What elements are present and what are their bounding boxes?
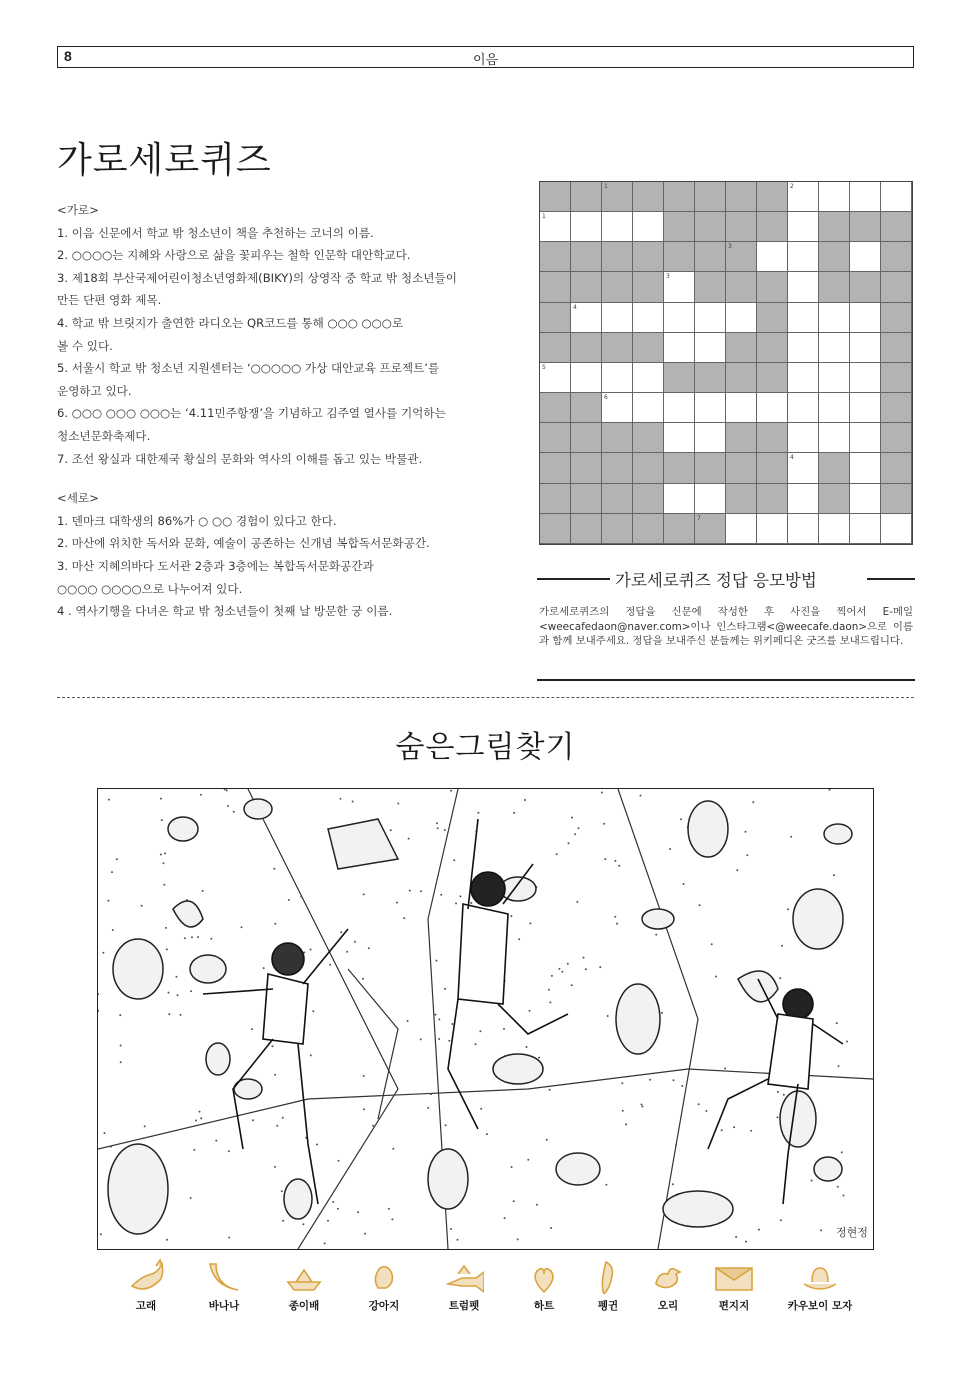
grid-cell-empty[interactable] (788, 363, 819, 393)
grid-cell-empty[interactable] (788, 212, 819, 242)
grid-cell-number: 2 (790, 183, 794, 190)
page-header (57, 46, 914, 68)
puppy-icon (364, 1258, 404, 1294)
grid-cell-shaded (757, 182, 788, 212)
grid-cell-shaded (819, 484, 850, 514)
hidden-item-label: 강아지 (368, 1300, 400, 1312)
grid-cell-shaded (540, 423, 571, 453)
across-clue-line: 6. ○○○ ○○○ ○○○는 ‘4.11민주항쟁’을 기념하고 김주열 열사를 기억하는 (57, 406, 446, 421)
grid-cell-empty[interactable] (850, 333, 881, 363)
grid-cell-shaded (819, 242, 850, 272)
grid-cell-shaded (540, 303, 571, 333)
grid-cell-empty[interactable] (695, 423, 726, 453)
grid-cell-shaded (571, 453, 602, 483)
grid-cell-empty[interactable] (633, 363, 664, 393)
hidden-item-label: 오리 (657, 1300, 679, 1312)
down-heading: <세로> (57, 491, 99, 506)
grid-cell-empty[interactable] (726, 514, 757, 544)
grid-cell-shaded (540, 453, 571, 483)
artist-signature: 정현정 (836, 1226, 868, 1239)
across-clue-line: 1. 이음 신문에서 학교 밖 청소년이 책을 추천하는 코너의 이름. (57, 225, 374, 240)
grid-cell-shaded (757, 303, 788, 333)
hidden-item (348, 1258, 420, 1313)
grid-cell-shaded (819, 453, 850, 483)
grid-cell-shaded (664, 363, 695, 393)
grid-cell-empty[interactable] (788, 393, 819, 423)
grid-cell-empty[interactable] (819, 333, 850, 363)
grid-cell-shaded (695, 272, 726, 302)
grid-cell-shaded (726, 333, 757, 363)
hidden-item (188, 1258, 260, 1313)
grid-cell-shaded (602, 514, 633, 544)
grid-cell-empty[interactable] (571, 363, 602, 393)
grid-cell-empty[interactable] (850, 453, 881, 483)
grid-cell-shaded (571, 484, 602, 514)
paper-boat-icon (284, 1258, 324, 1294)
across-clue-line: 7. 조선 왕실과 대한제국 황실의 문화와 역사의 이해를 돕고 있는 박물관. (57, 451, 423, 466)
grid-cell-shaded (540, 272, 571, 302)
grid-cell-shaded (540, 182, 571, 212)
across-clue-line: 3. 제18회 부산국제어린이청소년영화제(BIKY)의 상영작 중 학교 밖 청소년들이 (57, 270, 457, 285)
grid-cell-empty[interactable] (788, 242, 819, 272)
grid-cell-empty[interactable] (788, 182, 819, 212)
grid-cell-empty[interactable] (850, 242, 881, 272)
down-clue-list (57, 510, 509, 623)
grid-cell-empty[interactable] (695, 393, 726, 423)
across-clue-line: 운영하고 있다. (57, 383, 132, 398)
grid-cell-shaded (571, 514, 602, 544)
grid-cell-empty[interactable] (664, 272, 695, 302)
across-clue-line: 2. ○○○○는 지혜와 사랑으로 삶을 꽃피우는 철학 인문학 대안학교다. (57, 248, 411, 263)
grid-cell-empty[interactable] (602, 393, 633, 423)
grid-cell-shaded (726, 453, 757, 483)
hidden-item-label: 카우보이 모자 (787, 1300, 853, 1312)
grid-cell-shaded (726, 182, 757, 212)
grid-cell-empty[interactable] (664, 423, 695, 453)
grid-cell-shaded (726, 242, 757, 272)
grid-cell-shaded (602, 182, 633, 212)
grid-cell-shaded (819, 272, 850, 302)
grid-cell-shaded (571, 393, 602, 423)
grid-cell-shaded (664, 182, 695, 212)
grid-cell-empty[interactable] (819, 514, 850, 544)
grid-cell-empty[interactable] (757, 242, 788, 272)
section-name: 이음 (472, 53, 499, 68)
grid-cell-number: 6 (604, 394, 608, 402)
grid-cell-empty[interactable] (571, 303, 602, 333)
grid-cell-shaded (850, 212, 881, 242)
grid-cell-empty[interactable] (819, 182, 850, 212)
grid-cell-shaded (726, 272, 757, 302)
grid-cell-empty[interactable] (602, 303, 633, 333)
grid-cell-empty[interactable] (881, 182, 912, 212)
hidden-item (698, 1258, 770, 1313)
grid-cell-shaded (726, 363, 757, 393)
grid-cell-shaded (540, 393, 571, 423)
grid-cell-shaded (664, 212, 695, 242)
grid-cell-number: 5 (542, 363, 546, 371)
grid-cell-number: 1 (542, 213, 546, 221)
grid-cell-shaded (571, 272, 602, 302)
grid-cell-shaded (695, 212, 726, 242)
grid-cell-empty[interactable] (757, 514, 788, 544)
grid-cell-shaded (540, 333, 571, 363)
hidden-item (110, 1258, 182, 1313)
grid-cell-empty[interactable] (850, 514, 881, 544)
grid-cell-empty[interactable] (819, 363, 850, 393)
grid-cell-empty[interactable] (726, 393, 757, 423)
grid-cell-shaded (664, 514, 695, 544)
grid-cell-shaded (633, 272, 664, 302)
grid-cell-shaded (757, 333, 788, 363)
hidden-item-label: 종이배 (288, 1300, 320, 1312)
grid-cell-empty[interactable] (788, 333, 819, 363)
down-clue-line: ○○○○ ○○○○으로 나누어져 있다. (57, 581, 243, 596)
grid-cell-shaded (633, 484, 664, 514)
grid-cell-empty[interactable] (819, 393, 850, 423)
grid-cell-empty[interactable] (788, 272, 819, 302)
trumpet-icon (444, 1258, 484, 1294)
down-clue-line: 3. 마산 지혜의바다 도서관 2층과 3층에는 복합독서문화공간과 (57, 558, 374, 573)
grid-cell-empty[interactable] (788, 484, 819, 514)
apply-instructions: 가로세로퀴즈의 정답을 신문에 작성한 후 사진을 찍어서 E-메일 <weecafedaon@naver.com>이나 인스타그램<@weecafe.daon>으로 이름과 함께 보내주세요. 정답을 보내주신 분들께는 위키페디온 굿즈를 보내드립니다. (539, 606, 913, 648)
grid-cell-shaded (633, 242, 664, 272)
grid-cell-empty[interactable] (881, 514, 912, 544)
down-clue-line: 1. 덴마크 대학생의 86%가 ○ ○○ 경험이 있다고 한다. (57, 513, 337, 528)
grid-cell-shaded (881, 272, 912, 302)
across-clue-line: 볼 수 있다. (57, 338, 113, 353)
grid-cell-shaded (633, 333, 664, 363)
grid-cell-shaded (881, 363, 912, 393)
grid-cell-empty[interactable] (726, 303, 757, 333)
whale-icon (126, 1258, 166, 1294)
grid-cell-shaded (602, 484, 633, 514)
across-clue-line: 청소년문화축제다. (57, 428, 151, 443)
grid-cell-shaded (726, 484, 757, 514)
grid-cell-empty[interactable] (695, 484, 726, 514)
grid-cell-empty[interactable] (788, 303, 819, 333)
crossword-clues (57, 199, 509, 623)
grid-cell-shaded (881, 393, 912, 423)
hidden-item (268, 1258, 340, 1313)
hidden-items-legend (110, 1258, 870, 1328)
grid-cell-shaded (695, 363, 726, 393)
grid-cell-empty[interactable] (571, 212, 602, 242)
hidden-item-label: 편지지 (718, 1300, 750, 1312)
across-clue-line: 만든 단편 영화 제목. (57, 293, 162, 308)
grid-cell-empty[interactable] (850, 182, 881, 212)
grid-cell-shaded (602, 453, 633, 483)
hidden-item-label: 하트 (533, 1300, 555, 1312)
grid-cell-empty[interactable] (819, 303, 850, 333)
crossword-title: 가로세로퀴즈 (57, 140, 272, 181)
grid-cell-shaded (571, 182, 602, 212)
hidden-item-label: 바나나 (208, 1300, 240, 1312)
grid-cell-shaded (881, 423, 912, 453)
letter-icon (714, 1258, 754, 1294)
grid-cell-number: 4 (790, 454, 794, 462)
climbing-wall-drawing (98, 789, 873, 1249)
banana-icon (204, 1258, 244, 1294)
grid-cell-shaded (602, 333, 633, 363)
grid-cell-empty[interactable] (788, 514, 819, 544)
grid-cell-empty[interactable] (664, 484, 695, 514)
across-clue-line: 4. 학교 밖 브릿지가 출연한 라디오는 QR코드를 통해 ○○○ ○○○로 (57, 315, 404, 330)
hidden-item (508, 1258, 580, 1313)
grid-cell-shaded (633, 423, 664, 453)
grid-cell-empty[interactable] (664, 333, 695, 363)
grid-cell-shaded (602, 242, 633, 272)
grid-cell-shaded (757, 212, 788, 242)
grid-cell-shaded (540, 514, 571, 544)
hidden-item-label: 고래 (135, 1300, 157, 1312)
grid-cell-empty[interactable] (602, 212, 633, 242)
grid-cell-empty[interactable] (633, 212, 664, 242)
grid-cell-empty[interactable] (788, 453, 819, 483)
grid-cell-empty[interactable] (695, 303, 726, 333)
across-clue-line: 5. 서울시 학교 밖 청소년 지원센터는 ‘○○○○○ 가상 대안교육 프로젝트’를 (57, 361, 440, 376)
grid-cell-shaded (571, 423, 602, 453)
grid-cell-shaded (664, 242, 695, 272)
grid-cell-empty[interactable] (664, 303, 695, 333)
cowboy-hat-icon (800, 1258, 840, 1294)
grid-cell-shaded (881, 484, 912, 514)
hidden-item (632, 1258, 704, 1313)
grid-cell-shaded (881, 212, 912, 242)
grid-cell-shaded (819, 212, 850, 242)
grid-cell-shaded (881, 333, 912, 363)
grid-cell-number: 3 (666, 273, 670, 281)
hidden-item (784, 1258, 856, 1313)
grid-cell-shaded (633, 514, 664, 544)
grid-cell-shaded (540, 484, 571, 514)
grid-cell-empty[interactable] (540, 212, 571, 242)
penguin-icon (588, 1258, 628, 1294)
grid-cell-shaded (571, 242, 602, 272)
grid-cell-empty[interactable] (695, 333, 726, 363)
grid-cell-empty[interactable] (633, 303, 664, 333)
grid-cell-shaded (757, 363, 788, 393)
grid-cell-shaded (850, 272, 881, 302)
grid-cell-shaded (602, 272, 633, 302)
grid-cell-shaded (633, 182, 664, 212)
grid-cell-empty[interactable] (540, 363, 571, 393)
grid-cell-shaded (695, 453, 726, 483)
grid-cell-shaded (881, 303, 912, 333)
grid-cell-shaded (695, 514, 726, 544)
grid-cell-shaded (757, 484, 788, 514)
down-clue-line: 2. 마산에 위치한 독서와 문화, 예술이 공존하는 신개념 복합독서문화공간. (57, 536, 430, 551)
grid-cell-shaded (726, 212, 757, 242)
grid-cell-shaded (695, 182, 726, 212)
hidden-item-label: 트럼펫 (448, 1300, 480, 1312)
grid-cell-empty[interactable] (602, 363, 633, 393)
grid-cell-empty[interactable] (819, 423, 850, 453)
grid-cell-shaded (726, 423, 757, 453)
crossword-grid (539, 181, 913, 545)
dashed-divider (57, 697, 914, 698)
grid-cell-empty[interactable] (664, 393, 695, 423)
grid-cell-empty[interactable] (633, 393, 664, 423)
grid-cell-number: 1 (604, 183, 608, 190)
hidden-item-label: 펭귄 (597, 1300, 619, 1312)
grid-cell-empty[interactable] (757, 393, 788, 423)
grid-cell-shaded (881, 242, 912, 272)
down-clue-line: 4 . 역사기행을 다녀온 학교 밖 청소년들이 첫째 날 방문한 궁 이름. (57, 604, 393, 619)
heart-icon (524, 1258, 564, 1294)
hidden-picture-title: 숨은그림찾기 (395, 730, 576, 765)
apply-heading (537, 567, 915, 589)
duck-icon (648, 1258, 688, 1294)
grid-cell-empty[interactable] (788, 423, 819, 453)
hidden-item (428, 1258, 500, 1313)
apply-bottom-rule (537, 679, 915, 681)
grid-cell-shaded (602, 423, 633, 453)
across-clue-list (57, 222, 509, 471)
grid-cell-shaded (571, 333, 602, 363)
grid-cell-empty[interactable] (850, 423, 881, 453)
grid-cell-number: 3 (728, 243, 732, 251)
grid-cell-shaded (695, 242, 726, 272)
grid-cell-shaded (664, 453, 695, 483)
grid-cell-shaded (881, 453, 912, 483)
grid-cell-empty[interactable] (850, 303, 881, 333)
grid-cell-empty[interactable] (850, 484, 881, 514)
apply-title: 가로세로퀴즈 정답 응모방법 (615, 571, 817, 590)
grid-cell-shaded (540, 242, 571, 272)
grid-cell-empty[interactable] (850, 393, 881, 423)
hidden-picture-illustration (97, 788, 874, 1250)
grid-cell-shaded (757, 453, 788, 483)
grid-cell-shaded (633, 453, 664, 483)
grid-cell-shaded (757, 272, 788, 302)
page-number: 8 (64, 48, 72, 64)
grid-cell-shaded (757, 423, 788, 453)
heading-rule-right (867, 578, 915, 580)
grid-cell-empty[interactable] (850, 363, 881, 393)
across-heading: <가로> (57, 203, 99, 217)
heading-rule-left (537, 578, 610, 580)
grid-cell-number: 4 (573, 303, 577, 311)
grid-cell-number: 7 (697, 514, 701, 522)
